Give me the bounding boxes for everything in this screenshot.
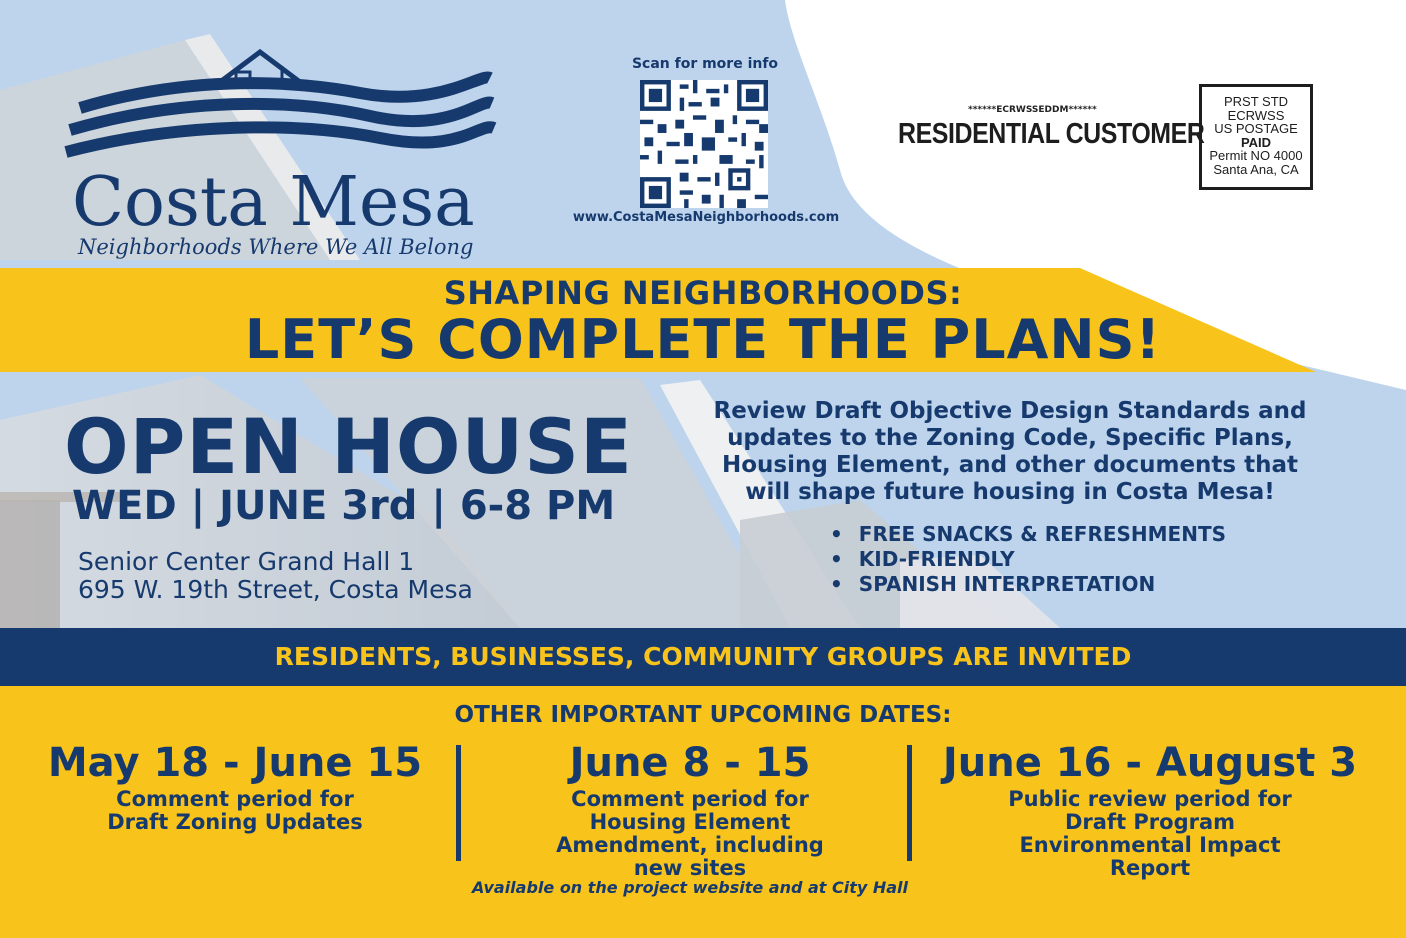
divider [907,745,912,861]
list-item: • KID-FRIENDLY [830,547,1226,572]
headline-main: LET’S COMPLETE THE PLANS! [244,308,1162,371]
amenities-list [830,522,1226,597]
event-venue [78,548,473,604]
availability-note: Available on the project website and at City Hall [471,878,909,897]
date-description: Comment period for Housing Element Amendment, including new sites [556,787,824,880]
invited-banner: RESIDENTS, BUSINESSES, COMMUNITY GROUPS ARE INVITED [274,642,1132,671]
venue-address: 695 W. 19th Street, Costa Mesa [78,575,473,604]
qr-code-icon[interactable] [640,80,768,208]
city-logo [60,38,510,259]
website-url[interactable]: www.CostaMesaNeighborhoods.com [572,210,840,225]
date-item [470,738,910,880]
postage-indicia [1199,84,1313,190]
date-item [30,738,440,834]
date-description: Public review period for Draft Program Environmental Impact Report [1008,787,1292,880]
divider [456,745,461,861]
list-item: • FREE SNACKS & REFRESHMENTS [830,522,1226,547]
event-title: OPEN HOUSE [64,402,633,491]
headline-kicker: SHAPING NEIGHBORHOODS: [443,274,963,312]
venue-name: Senior Center Grand Hall 1 [78,547,415,576]
indicia-line: Santa Ana, CA [1213,161,1299,177]
indicia-line: US POSTAGE [1214,121,1298,136]
indicia-line: Permit NO 4000 [1209,148,1303,163]
city-tagline: Neighborhoods Where We All Belong [78,235,474,259]
postal-endorsement: ******ECRWSSEDDM****** [968,105,1097,115]
qr-label: Scan for more info [631,56,779,72]
indicia-line: PRST STD [1223,94,1289,109]
date-range: June 8 - 15 [569,740,811,786]
list-item: • SPANISH INTERPRETATION [830,572,1226,597]
indicia-line: PAID [1240,134,1272,150]
house-waves-icon [60,38,510,178]
city-name: Costa Mesa [72,163,475,242]
date-range: June 16 - August 3 [942,740,1358,786]
indicia-line: ECRWSS [1227,107,1285,123]
review-description: Review Draft Objective Design Standards and updates to the Zoning Code, Specific Plans, Housing Element, and other documents that will shape future housing in Costa Mesa! [713,398,1307,505]
dates-heading: OTHER IMPORTANT UPCOMING DATES: [454,702,952,728]
event-datetime: WED | JUNE 3rd | 6-8 PM [72,483,616,529]
date-description: Comment period for Draft Zoning Updates [107,787,363,834]
addressee: RESIDENTIAL CUSTOMER [898,118,1205,150]
date-range: May 18 - June 15 [47,740,423,786]
date-item [920,738,1380,880]
